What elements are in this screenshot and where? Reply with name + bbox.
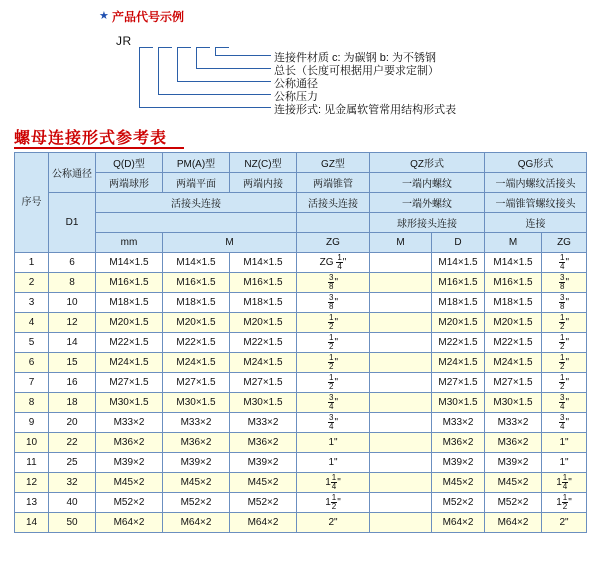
cell-seq: 11 [15, 453, 49, 473]
cell-qd-m: M39×2 [96, 453, 163, 473]
cell-qz-m [370, 413, 432, 433]
cell-dn: 12 [49, 313, 96, 333]
header-type-ball: 两端球形 [96, 173, 163, 193]
header-blank-left [96, 213, 297, 233]
cell-gz-zg: 1 $\frac{1}{2}$ " [297, 493, 370, 513]
cell-pma-m: M52×2 [163, 493, 230, 513]
cell-qz-d: M16×1.5 [432, 273, 485, 293]
header-union-mid: 活接头连接 [297, 193, 370, 213]
header-external-thread: 一端外螺纹 [370, 193, 485, 213]
table-row [15, 453, 587, 473]
table-head [15, 153, 587, 253]
cell-qg-m: M16×1.5 [485, 273, 542, 293]
cell-qg-zg: $\frac{3}{4}$ " [542, 413, 587, 433]
legend-label-length: 总长（长度可根据用户要求定制） [274, 65, 439, 77]
cell-seq: 14 [15, 513, 49, 533]
cell-qz-m [370, 293, 432, 313]
header-unit-m-qg: M [485, 233, 542, 253]
cell-qg-m: M52×2 [485, 493, 542, 513]
table-row [15, 253, 587, 273]
cell-pma-m: M36×2 [163, 433, 230, 453]
header-type-inner: 两端内接 [230, 173, 297, 193]
star-icon: ★ [99, 10, 109, 22]
cell-qd-m: M16×1.5 [96, 273, 163, 293]
cell-gz-zg: 1" [297, 453, 370, 473]
cell-pma-m: M16×1.5 [163, 273, 230, 293]
cell-qg-m: M24×1.5 [485, 353, 542, 373]
cell-gz-zg: 1" [297, 433, 370, 453]
cell-qg-m: M22×1.5 [485, 333, 542, 353]
cell-nzc-m: M16×1.5 [230, 273, 297, 293]
header-group-qg: QG形式 [485, 153, 587, 173]
cell-qg-zg: 1" [542, 453, 587, 473]
cell-gz-zg: $\frac{3}{8}$ " [297, 273, 370, 293]
cell-qz-d: M20×1.5 [432, 313, 485, 333]
cell-qd-m: M20×1.5 [96, 313, 163, 333]
code-blank-4 [196, 38, 210, 48]
cell-gz-zg: $\frac{3}{4}$ " [297, 413, 370, 433]
cell-nzc-m: M30×1.5 [230, 393, 297, 413]
table-row [15, 413, 587, 433]
leader-line-v-3 [177, 47, 178, 81]
cell-pma-m: M18×1.5 [163, 293, 230, 313]
cell-qg-zg: $\frac{1}{2}$ " [542, 333, 587, 353]
cell-qg-zg: $\frac{3}{8}$ " [542, 293, 587, 313]
cell-seq: 12 [15, 473, 49, 493]
header-group-qz: QZ形式 [370, 153, 485, 173]
table-body [15, 253, 587, 533]
header-blank-gz [297, 213, 370, 233]
cell-nzc-m: M18×1.5 [230, 293, 297, 313]
table-row [15, 293, 587, 313]
cell-seq: 3 [15, 293, 49, 313]
header-dn: 公称通径 [49, 153, 96, 193]
cell-qg-zg: 1" [542, 433, 587, 453]
table-row [15, 513, 587, 533]
cell-nzc-m: M27×1.5 [230, 373, 297, 393]
header-row-ballunion [15, 213, 587, 233]
table-row [15, 473, 587, 493]
cell-pma-m: M33×2 [163, 413, 230, 433]
cell-qg-m: M20×1.5 [485, 313, 542, 333]
cell-dn: 22 [49, 433, 96, 453]
cell-dn: 32 [49, 473, 96, 493]
header-unit-mm: mm [96, 233, 163, 253]
cell-qg-m: M64×2 [485, 513, 542, 533]
header-group-pma: PM(A)型 [163, 153, 230, 173]
cell-dn: 25 [49, 453, 96, 473]
cell-dn: 40 [49, 493, 96, 513]
header-unit-m-left: M [163, 233, 297, 253]
leader-line-h-3 [177, 81, 271, 82]
header-seq: 序号 [15, 153, 49, 253]
cell-dn: 8 [49, 273, 96, 293]
leader-line-v-2 [158, 47, 159, 94]
header-unit-zg-gz: ZG [297, 233, 370, 253]
cell-pma-m: M39×2 [163, 453, 230, 473]
cell-seq: 4 [15, 313, 49, 333]
cell-qg-zg: $\frac{1}{2}$ " [542, 373, 587, 393]
cell-gz-zg: 1 $\frac{1}{4}$ " [297, 473, 370, 493]
cell-nzc-m: M33×2 [230, 413, 297, 433]
cell-qz-d: M33×2 [432, 413, 485, 433]
code-blank-3 [177, 38, 191, 48]
leader-line-v-5 [215, 47, 216, 55]
table-row [15, 493, 587, 513]
cell-qz-d: M39×2 [432, 453, 485, 473]
legend-title: 产品代号示例 [112, 10, 185, 24]
cell-gz-zg: ZG $\frac{1}{4}$ " [297, 253, 370, 273]
header-d1: D1 [49, 193, 96, 253]
cell-nzc-m: M22×1.5 [230, 333, 297, 353]
cell-qz-m [370, 473, 432, 493]
leader-line-h-4 [196, 68, 271, 69]
legend-label-pressure: 公称压力 [274, 91, 318, 103]
code-prefix: JR [116, 34, 132, 48]
cell-qz-d: M18×1.5 [432, 293, 485, 313]
cell-pma-m: M45×2 [163, 473, 230, 493]
cell-qg-zg: $\frac{1}{4}$ " [542, 253, 587, 273]
table-row [15, 433, 587, 453]
header-group-gz: GZ型 [297, 153, 370, 173]
cell-pma-m: M30×1.5 [163, 393, 230, 413]
code-blank-2 [158, 38, 172, 48]
table-row [15, 273, 587, 293]
cell-gz-zg: $\frac{3}{8}$ " [297, 293, 370, 313]
header-unit-m-qz: M [370, 233, 432, 253]
cell-pma-m: M14×1.5 [163, 253, 230, 273]
header-row-types [15, 173, 587, 193]
cell-nzc-m: M20×1.5 [230, 313, 297, 333]
header-unit-zg-qg: ZG [542, 233, 587, 253]
cell-qg-zg: $\frac{1}{2}$ " [542, 313, 587, 333]
header-group-nzc: NZ(C)型 [230, 153, 297, 173]
table-row [15, 373, 587, 393]
cell-dn: 50 [49, 513, 96, 533]
legend-label-material: 连接件材质 c: 为碳钢 b: 为不锈钢 [274, 52, 436, 64]
cell-gz-zg: $\frac{3}{4}$ " [297, 393, 370, 413]
cell-qg-zg: 1 $\frac{1}{2}$ " [542, 493, 587, 513]
cell-qz-m [370, 433, 432, 453]
header-type-internal-thread: 一端内螺纹 [370, 173, 485, 193]
header-unit-d-qz: D [432, 233, 485, 253]
cell-qg-zg: $\frac{3}{4}$ " [542, 393, 587, 413]
cell-qz-m [370, 453, 432, 473]
nut-connection-table-wrap [14, 152, 586, 533]
cell-qz-m [370, 273, 432, 293]
cell-dn: 18 [49, 393, 96, 413]
cell-gz-zg: 2" [297, 513, 370, 533]
cell-qd-m: M22×1.5 [96, 333, 163, 353]
header-type-taper: 两端锥管 [297, 173, 370, 193]
table-row [15, 313, 587, 333]
cell-qg-m: M30×1.5 [485, 393, 542, 413]
cell-qz-d: M30×1.5 [432, 393, 485, 413]
title-underline [14, 147, 184, 149]
cell-qd-m: M36×2 [96, 433, 163, 453]
cell-pma-m: M20×1.5 [163, 313, 230, 333]
cell-pma-m: M22×1.5 [163, 333, 230, 353]
header-row-units [15, 233, 587, 253]
cell-qd-m: M14×1.5 [96, 253, 163, 273]
cell-qz-m [370, 513, 432, 533]
legend-label-dn: 公称通径 [274, 78, 318, 90]
cell-seq: 10 [15, 433, 49, 453]
cell-pma-m: M64×2 [163, 513, 230, 533]
cell-qz-d: M27×1.5 [432, 373, 485, 393]
table-row [15, 393, 587, 413]
cell-qd-m: M64×2 [96, 513, 163, 533]
cell-gz-zg: $\frac{1}{2}$ " [297, 333, 370, 353]
cell-dn: 14 [49, 333, 96, 353]
cell-gz-zg: $\frac{1}{2}$ " [297, 353, 370, 373]
cell-qz-d: M64×2 [432, 513, 485, 533]
cell-qg-m: M27×1.5 [485, 373, 542, 393]
leader-line-h-1 [139, 107, 271, 108]
table-row [15, 333, 587, 353]
cell-qz-d: M36×2 [432, 433, 485, 453]
cell-nzc-m: M36×2 [230, 433, 297, 453]
header-ball-union: 球形接头连接 [370, 213, 485, 233]
cell-seq: 8 [15, 393, 49, 413]
cell-qz-m [370, 313, 432, 333]
cell-nzc-m: M52×2 [230, 493, 297, 513]
cell-qg-m: M45×2 [485, 473, 542, 493]
code-blank-1 [139, 38, 153, 48]
cell-qz-d: M45×2 [432, 473, 485, 493]
nut-connection-table [14, 152, 587, 533]
cell-dn: 16 [49, 373, 96, 393]
header-connect: 连接 [485, 213, 587, 233]
cell-qz-d: M24×1.5 [432, 353, 485, 373]
leader-line-h-5 [215, 55, 271, 56]
header-group-qd: Q(D)型 [96, 153, 163, 173]
cell-dn: 15 [49, 353, 96, 373]
cell-qz-d: M52×2 [432, 493, 485, 513]
header-type-flat: 两端平面 [163, 173, 230, 193]
cell-qg-m: M39×2 [485, 453, 542, 473]
product-code-legend [0, 0, 600, 118]
page-title: 螺母连接形式参考表 [14, 130, 168, 147]
cell-gz-zg: $\frac{1}{2}$ " [297, 373, 370, 393]
cell-qz-m [370, 373, 432, 393]
cell-nzc-m: M14×1.5 [230, 253, 297, 273]
cell-qd-m: M27×1.5 [96, 373, 163, 393]
cell-qd-m: M45×2 [96, 473, 163, 493]
cell-pma-m: M24×1.5 [163, 353, 230, 373]
cell-qz-m [370, 353, 432, 373]
cell-gz-zg: $\frac{1}{2}$ " [297, 313, 370, 333]
cell-qz-m [370, 393, 432, 413]
header-row-groups [15, 153, 587, 173]
cell-dn: 20 [49, 413, 96, 433]
code-blank-5 [215, 38, 229, 48]
cell-seq: 13 [15, 493, 49, 513]
cell-seq: 7 [15, 373, 49, 393]
cell-nzc-m: M39×2 [230, 453, 297, 473]
cell-qg-m: M18×1.5 [485, 293, 542, 313]
cell-seq: 9 [15, 413, 49, 433]
cell-qg-zg: 1 $\frac{1}{4}$ " [542, 473, 587, 493]
legend-label-connection: 连接形式: 见金属软管常用结构形式表 [274, 104, 457, 116]
table-row [15, 353, 587, 373]
cell-qg-zg: $\frac{3}{8}$ " [542, 273, 587, 293]
header-taper-union: 一端锥管螺纹接头 [485, 193, 587, 213]
cell-qz-d: M22×1.5 [432, 333, 485, 353]
cell-seq: 2 [15, 273, 49, 293]
cell-qg-m: M14×1.5 [485, 253, 542, 273]
cell-qd-m: M30×1.5 [96, 393, 163, 413]
cell-qd-m: M52×2 [96, 493, 163, 513]
header-type-internal-union: 一端内螺纹活接头 [485, 173, 587, 193]
cell-qg-zg: $\frac{1}{2}$ " [542, 353, 587, 373]
cell-qg-zg: 2" [542, 513, 587, 533]
cell-qz-m [370, 493, 432, 513]
cell-qd-m: M18×1.5 [96, 293, 163, 313]
header-union-left: 活接头连接 [96, 193, 297, 213]
cell-pma-m: M27×1.5 [163, 373, 230, 393]
leader-line-v-4 [196, 47, 197, 68]
cell-seq: 1 [15, 253, 49, 273]
cell-dn: 10 [49, 293, 96, 313]
cell-qz-m [370, 253, 432, 273]
cell-nzc-m: M24×1.5 [230, 353, 297, 373]
cell-qg-m: M33×2 [485, 413, 542, 433]
cell-nzc-m: M45×2 [230, 473, 297, 493]
leader-line-v-1 [139, 47, 140, 107]
cell-qz-m [370, 333, 432, 353]
cell-seq: 5 [15, 333, 49, 353]
cell-seq: 6 [15, 353, 49, 373]
cell-qz-d: M14×1.5 [432, 253, 485, 273]
cell-qg-m: M36×2 [485, 433, 542, 453]
cell-dn: 6 [49, 253, 96, 273]
cell-nzc-m: M64×2 [230, 513, 297, 533]
leader-line-h-2 [158, 94, 271, 95]
cell-qd-m: M24×1.5 [96, 353, 163, 373]
header-row-union [15, 193, 587, 213]
cell-qd-m: M33×2 [96, 413, 163, 433]
